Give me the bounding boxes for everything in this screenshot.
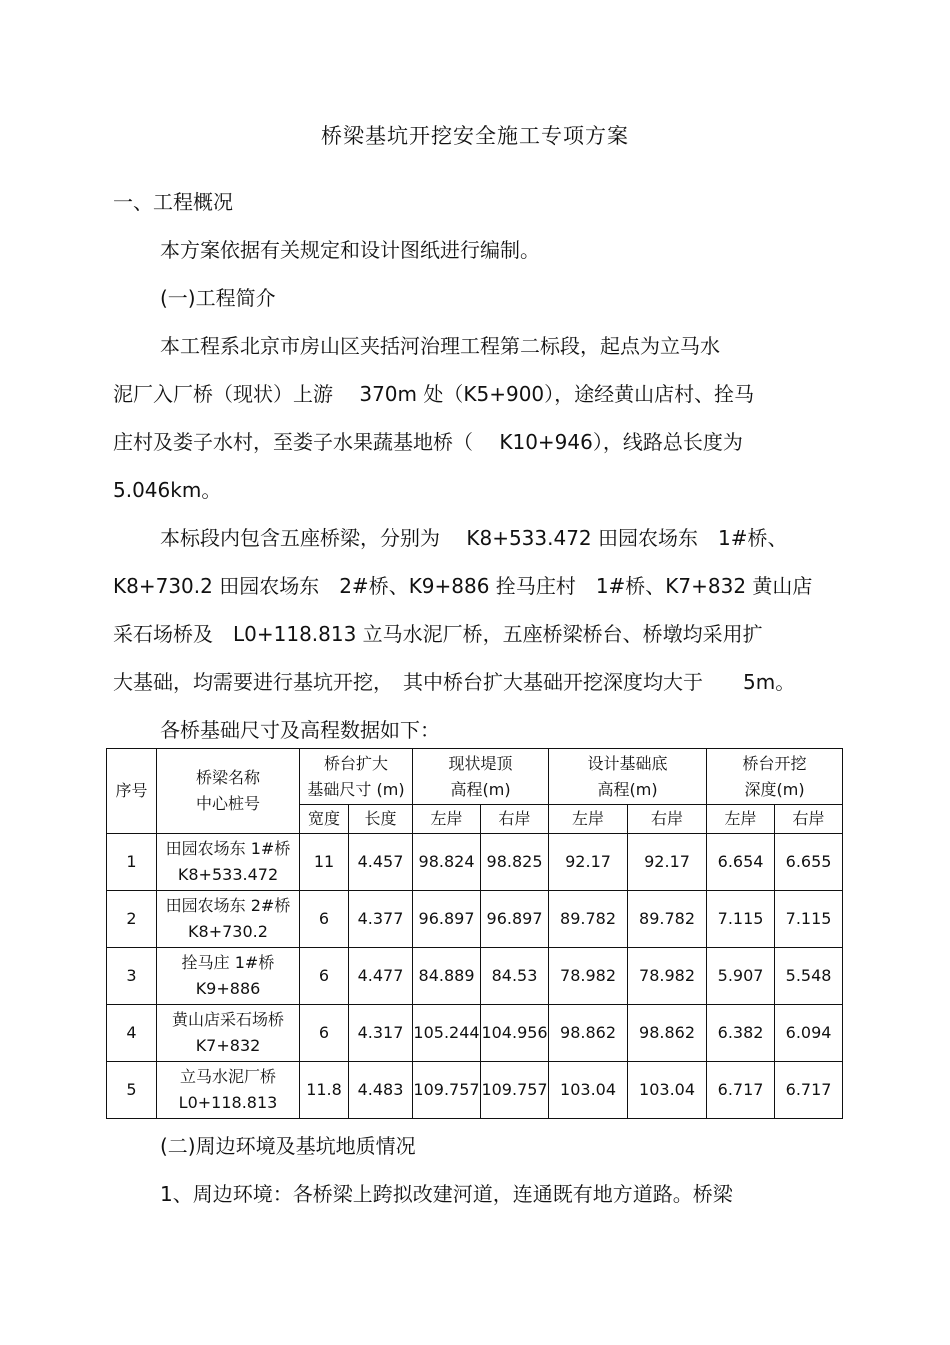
table-row <box>107 834 843 891</box>
subsection-heading-intro: (一)工程简介 <box>160 286 276 310</box>
header-size-line2: 基础尺寸 (m) <box>307 779 405 799</box>
bridge-station: K8+730.2 <box>188 922 268 941</box>
cell-depth-left: 6.654 <box>707 834 775 891</box>
cell-depth-right: 6.094 <box>775 1005 843 1062</box>
cell-depth-left: 6.382 <box>707 1005 775 1062</box>
cell-design-right: 92.17 <box>628 834 707 891</box>
cell-width: 6 <box>300 948 349 1005</box>
header-design-left: 左岸 <box>549 805 628 834</box>
cell-width: 6 <box>300 1005 349 1062</box>
cell-length: 4.483 <box>349 1062 413 1119</box>
bridge-name: 立马水泥厂桥 <box>179 1067 276 1086</box>
header-crest-line1: 现状堤顶 <box>448 753 513 773</box>
cell-crest-right: 109.757 <box>481 1062 549 1119</box>
table-intro: 各桥基础尺寸及高程数据如下： <box>160 718 440 742</box>
header-depth <box>707 749 843 805</box>
bridges-line: 大基础，均需要进行基坑开挖， 其中桥台扩大基础开挖深度均大于 5m。 <box>113 670 796 694</box>
cell-no: 3 <box>107 948 157 1005</box>
section-heading-overview: 一、工程概况 <box>113 190 233 214</box>
bridge-name: 拴马庄 1#桥 <box>181 953 275 972</box>
cell-crest-left: 105.244 <box>413 1005 481 1062</box>
cell-name <box>157 948 300 1005</box>
cell-name <box>157 891 300 948</box>
header-design-line2: 高程(m) <box>597 779 658 799</box>
header-crest-right: 右岸 <box>481 805 549 834</box>
cell-design-left: 89.782 <box>549 891 628 948</box>
intro-line: 庄村及娄子水村，至娄子水果蔬基地桥（ K10+946），线路总长度为 <box>113 430 743 454</box>
cell-no: 5 <box>107 1062 157 1119</box>
environment-line: 1、周边环境：各桥梁上跨拟改建河道，连通既有地方道路。桥梁 <box>160 1182 733 1206</box>
subsection-heading-environment: (二)周边环境及基坑地质情况 <box>160 1134 416 1158</box>
cell-design-left: 103.04 <box>549 1062 628 1119</box>
header-crest-line2: 高程(m) <box>450 779 511 799</box>
bridge-name: 田园农场东 2#桥 <box>165 896 291 915</box>
table-row <box>107 1062 843 1119</box>
cell-crest-right: 104.956 <box>481 1005 549 1062</box>
bridge-data-table <box>106 748 843 1119</box>
header-design <box>549 749 707 805</box>
cell-depth-left: 5.907 <box>707 948 775 1005</box>
table-row <box>107 891 843 948</box>
cell-crest-right: 96.897 <box>481 891 549 948</box>
cell-name <box>157 1062 300 1119</box>
cell-name <box>157 1005 300 1062</box>
bridge-name: 田园农场东 1#桥 <box>165 839 291 858</box>
cell-width: 11 <box>300 834 349 891</box>
cell-length: 4.317 <box>349 1005 413 1062</box>
cell-name <box>157 834 300 891</box>
cell-crest-left: 84.889 <box>413 948 481 1005</box>
header-depth-line1: 桥台开挖 <box>742 753 807 773</box>
cell-design-left: 92.17 <box>549 834 628 891</box>
cell-depth-left: 7.115 <box>707 891 775 948</box>
cell-length: 4.377 <box>349 891 413 948</box>
bridge-station: K9+886 <box>195 979 261 998</box>
cell-crest-left: 98.824 <box>413 834 481 891</box>
header-crest-left: 左岸 <box>413 805 481 834</box>
bridges-line: 本标段内包含五座桥梁，分别为 K8+533.472 田园农场东 1#桥、 <box>160 526 788 550</box>
cell-depth-right: 6.717 <box>775 1062 843 1119</box>
cell-design-right: 89.782 <box>628 891 707 948</box>
header-size <box>300 749 413 805</box>
header-depth-left: 左岸 <box>707 805 775 834</box>
header-name <box>157 749 300 834</box>
cell-depth-right: 6.655 <box>775 834 843 891</box>
cell-crest-right: 84.53 <box>481 948 549 1005</box>
cell-depth-left: 6.717 <box>707 1062 775 1119</box>
header-depth-line2: 深度(m) <box>744 779 805 799</box>
cell-no: 2 <box>107 891 157 948</box>
intro-line: 5.046km。 <box>113 478 222 502</box>
header-design-line1: 设计基础底 <box>587 753 668 773</box>
document-title: 桥梁基坑开挖安全施工专项方案 <box>321 124 629 148</box>
intro-line: 本工程系北京市房山区夹括河治理工程第二标段，起点为立马水 <box>160 334 720 358</box>
cell-no: 1 <box>107 834 157 891</box>
bridges-line: K8+730.2 田园农场东 2#桥、K9+886 拴马庄村 1#桥、K7+832 黄山店 <box>113 574 813 598</box>
header-name-line2: 中心桩号 <box>195 794 260 813</box>
cell-length: 4.477 <box>349 948 413 1005</box>
cell-design-right: 98.862 <box>628 1005 707 1062</box>
header-depth-right: 右岸 <box>775 805 843 834</box>
intro-line: 泥厂入厂桥（现状）上游 370m 处（K5+900），途经黄山店村、拴马 <box>113 382 755 406</box>
cell-crest-left: 96.897 <box>413 891 481 948</box>
cell-depth-right: 7.115 <box>775 891 843 948</box>
cell-length: 4.457 <box>349 834 413 891</box>
table-row <box>107 948 843 1005</box>
header-length: 长度 <box>349 805 413 834</box>
cell-width: 6 <box>300 891 349 948</box>
cell-no: 4 <box>107 1005 157 1062</box>
bridges-line: 采石场桥及 L0+118.813 立马水泥厂桥，五座桥梁桥台、桥墩均采用扩 <box>113 622 763 646</box>
cell-design-right: 78.982 <box>628 948 707 1005</box>
cell-design-left: 98.862 <box>549 1005 628 1062</box>
cell-design-left: 78.982 <box>549 948 628 1005</box>
header-name-line1: 桥梁名称 <box>195 768 260 787</box>
header-no: 序号 <box>107 749 157 834</box>
basis-paragraph: 本方案依据有关规定和设计图纸进行编制。 <box>160 238 540 262</box>
header-design-right: 右岸 <box>628 805 707 834</box>
cell-depth-right: 5.548 <box>775 948 843 1005</box>
header-crest <box>413 749 549 805</box>
cell-width: 11.8 <box>300 1062 349 1119</box>
bridge-name: 黄山店采石场桥 <box>171 1010 284 1029</box>
cell-crest-right: 98.825 <box>481 834 549 891</box>
cell-design-right: 103.04 <box>628 1062 707 1119</box>
bridge-station: K8+533.472 <box>177 865 279 884</box>
header-width: 宽度 <box>300 805 349 834</box>
cell-crest-left: 109.757 <box>413 1062 481 1119</box>
header-size-line1: 桥台扩大 <box>324 753 389 773</box>
bridge-station: K7+832 <box>195 1036 261 1055</box>
table-row <box>107 1005 843 1062</box>
bridge-station: L0+118.813 <box>178 1093 278 1112</box>
